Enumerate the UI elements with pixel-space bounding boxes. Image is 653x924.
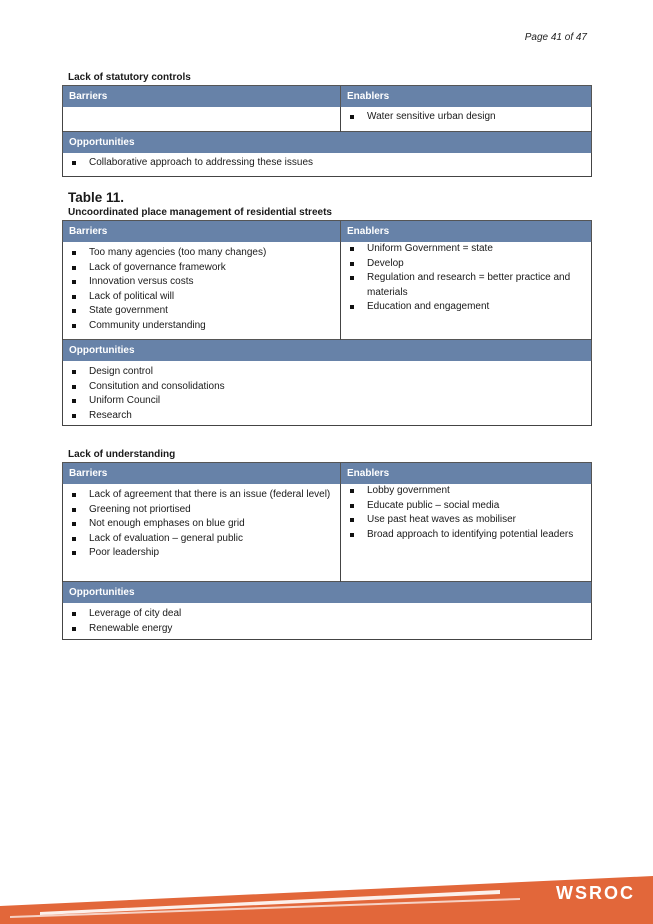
barriers-enablers-table xyxy=(62,462,592,640)
list-item: Develop xyxy=(347,257,585,272)
barriers-header: Barriers xyxy=(63,463,341,485)
opportunities-cell xyxy=(63,153,592,177)
list-item: Consitution and consolidations xyxy=(69,380,585,395)
opportunities-cell xyxy=(63,603,592,640)
barriers-header: Barriers xyxy=(63,86,341,108)
list-item: Design control xyxy=(69,365,585,380)
list-item: Broad approach to identifying potential leaders xyxy=(347,528,585,543)
list-item: Lack of governance framework xyxy=(69,261,334,276)
barriers-enablers-table xyxy=(62,220,592,426)
list-item: Uniform Council xyxy=(69,394,585,409)
opportunities-cell xyxy=(63,361,592,426)
bullet-list xyxy=(69,246,334,334)
bullet-list xyxy=(347,242,585,315)
list-item: Renewable energy xyxy=(69,622,585,637)
section-statutory-controls xyxy=(62,72,592,177)
list-item: Water sensitive urban design xyxy=(347,110,585,125)
enablers-cell xyxy=(341,107,592,132)
opportunities-header: Opportunities xyxy=(63,582,592,604)
bullet-list xyxy=(347,110,585,125)
list-item: Too many agencies (too many changes) xyxy=(69,246,334,261)
list-item: Education and engagement xyxy=(347,300,585,315)
enablers-cell xyxy=(341,484,592,582)
enablers-cell xyxy=(341,242,592,340)
section-lack-of-understanding xyxy=(62,449,592,640)
list-item: Leverage of city deal xyxy=(69,607,585,622)
section-title: Lack of statutory controls xyxy=(68,72,191,83)
list-item: Innovation versus costs xyxy=(69,275,334,290)
list-item: Not enough emphases on blue grid xyxy=(69,517,334,532)
bullet-list xyxy=(69,488,334,561)
list-item: Lack of evaluation – general public xyxy=(69,532,334,547)
section-title: Lack of understanding xyxy=(68,449,176,460)
enablers-header: Enablers xyxy=(341,86,592,108)
bullet-list xyxy=(347,484,585,542)
opportunities-header: Opportunities xyxy=(63,132,592,154)
list-item: Lack of agreement that there is an issue (federal level) xyxy=(69,488,334,503)
bullet-list xyxy=(69,156,585,171)
list-item: Lack of political will xyxy=(69,290,334,305)
barriers-cell xyxy=(63,107,341,132)
section-title: Uncoordinated place management of residential streets xyxy=(68,207,332,218)
list-item: Lobby government xyxy=(347,484,585,499)
barriers-cell xyxy=(63,484,341,582)
table-label: Table 11. xyxy=(68,190,125,205)
list-item: Research xyxy=(69,409,585,424)
list-item: Uniform Government = state xyxy=(347,242,585,257)
enablers-header: Enablers xyxy=(341,463,592,485)
barriers-header: Barriers xyxy=(63,221,341,243)
list-item: Collaborative approach to addressing these issues xyxy=(69,156,585,171)
page-number: Page 41 of 47 xyxy=(524,32,587,43)
opportunities-header: Opportunities xyxy=(63,340,592,362)
list-item: State government xyxy=(69,304,334,319)
list-item: Use past heat waves as mobiliser xyxy=(347,513,585,528)
bullet-list xyxy=(69,365,585,423)
list-item: Educate public – social media xyxy=(347,499,585,514)
list-item: Community understanding xyxy=(69,319,334,334)
section-place-management xyxy=(62,190,592,426)
enablers-header: Enablers xyxy=(341,221,592,243)
list-item: Poor leadership xyxy=(69,546,334,561)
wsroc-logo: WSROC xyxy=(556,883,635,903)
barriers-enablers-table xyxy=(62,85,592,177)
bullet-list xyxy=(69,607,585,636)
list-item: Greening not priortised xyxy=(69,503,334,518)
list-item: Regulation and research = better practice and materials xyxy=(347,271,585,300)
barriers-cell xyxy=(63,242,341,340)
